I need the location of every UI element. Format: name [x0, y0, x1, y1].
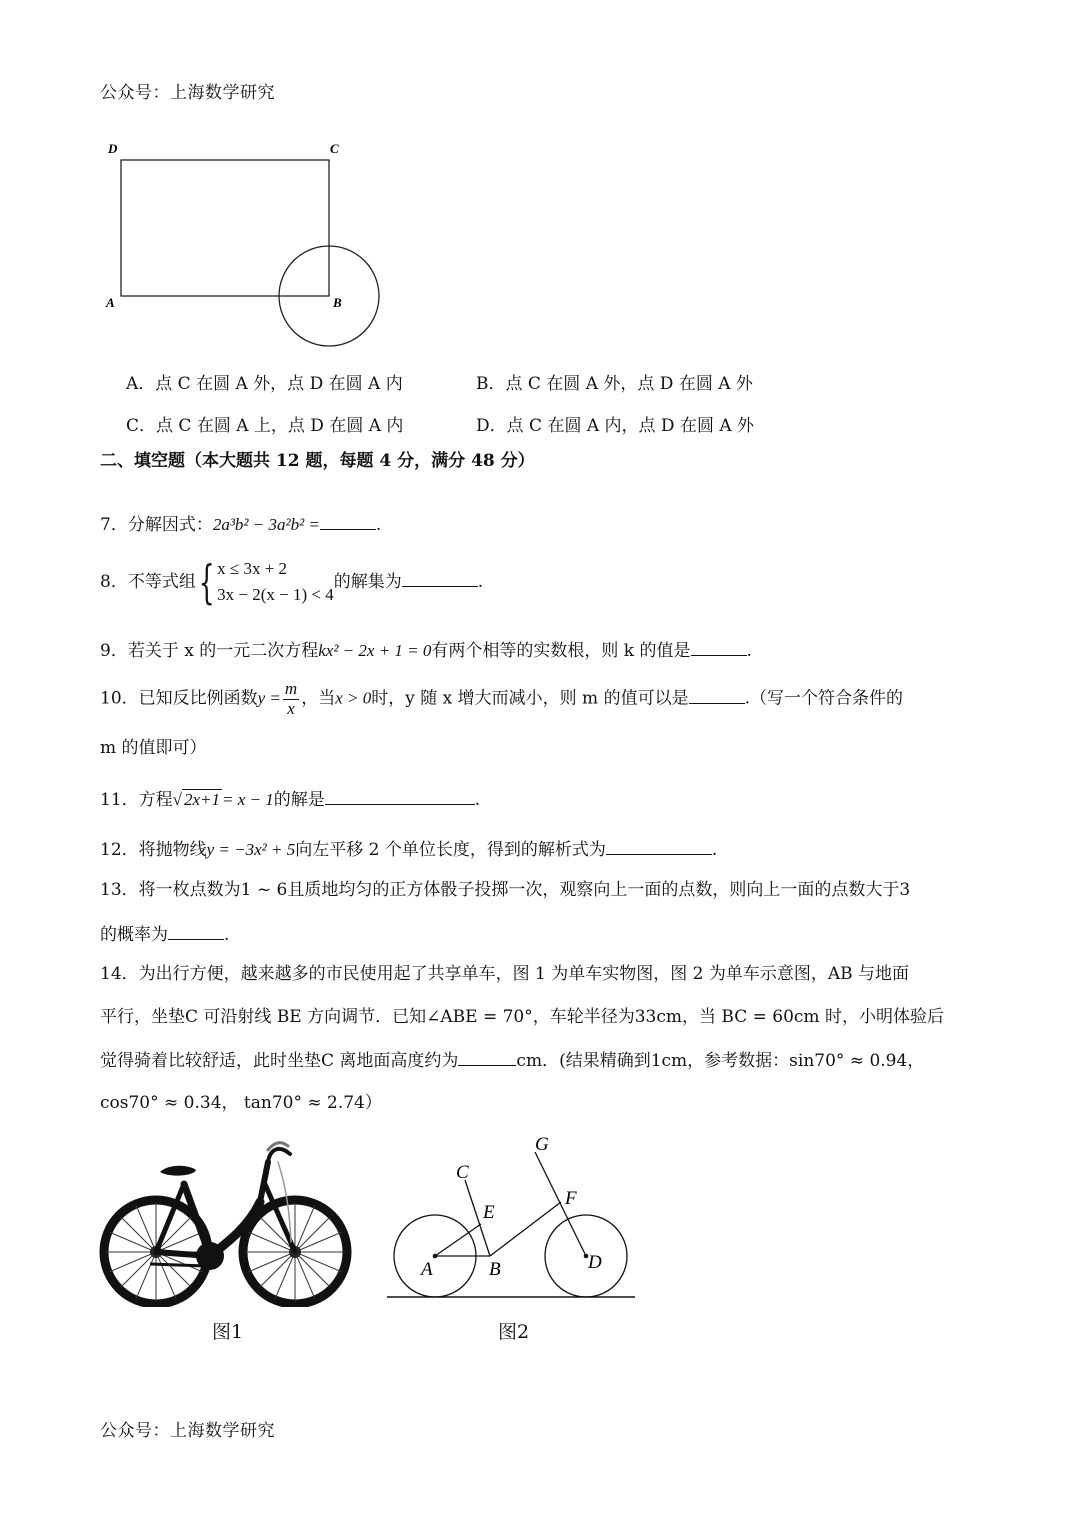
label-f: F [565, 1188, 577, 1209]
label-a: A [106, 295, 115, 310]
label-d: D [108, 141, 118, 156]
question-9 [100, 641, 752, 660]
period: . [477, 571, 484, 592]
question-number: 13． [100, 880, 139, 900]
question-text: 将抛物线 [138, 840, 207, 860]
label-c: C [456, 1162, 469, 1183]
question-text: 将一枚点数为1 ~ 6且质地均匀的正方体骰子投掷一次，观察向上一面的点数，则向上一面的点数大于3 [138, 880, 911, 900]
label-b: B [489, 1259, 501, 1280]
bicycle-frame [156, 1143, 295, 1256]
question-7 [100, 515, 381, 534]
math-expression: kx² − 2x + 1 = 0 [318, 641, 432, 660]
chain [150, 1264, 206, 1266]
question-text: 觉得骑着比较舒适，此时坐垫C 离地面高度约为 [100, 1051, 459, 1071]
rectangle-circle-figure [100, 135, 400, 350]
option-c: C．点 C 在圆 A 上，点 D 在圆 A 内 [126, 416, 404, 436]
figure-1-caption: 图1 [212, 1321, 244, 1343]
question-text: 方程 [138, 790, 173, 810]
fraction-denominator: x [287, 698, 295, 718]
answer-blank [168, 925, 224, 940]
math-expression: x > 0 [335, 688, 372, 708]
radicand: 2x+1 [183, 790, 221, 809]
question-11 [100, 790, 480, 809]
page-footer: 公众号：上海数学研究 [100, 1421, 275, 1441]
question-10-line-2: m 的值即可） [100, 738, 207, 758]
question-12 [100, 840, 717, 859]
period: . [224, 925, 230, 945]
question-number: 9． [100, 641, 128, 661]
option-b: B．点 C 在圆 A 外，点 D 在圆 A 外 [476, 374, 753, 394]
period: . [375, 515, 382, 535]
question-text: 向左平移 2 个单位长度，得到的解析式为 [295, 840, 606, 860]
segment-bf [490, 1202, 561, 1256]
question-text: ，当 [301, 688, 336, 709]
answer-blank [325, 790, 475, 805]
bicycle-diagram-figure [385, 1130, 637, 1302]
question-number: 12． [100, 840, 139, 860]
section-title: 二、填空题（本大题共 12 题，每题 4 分，满分 48 分） [100, 451, 535, 471]
point-a [433, 1254, 438, 1259]
question-text: 的解集为 [333, 571, 402, 592]
label-d: D [588, 1252, 602, 1273]
segment-ae [435, 1224, 481, 1256]
math-expression: 2a³b² − 3a²b² = [212, 515, 320, 534]
answer-blank [320, 515, 376, 530]
question-text: 的概率为 [100, 925, 168, 945]
page-header: 公众号：上海数学研究 [100, 83, 275, 103]
inequality-1: x ≤ 3x + 2 [217, 559, 288, 578]
question-14-line-4: cos70° ≈ 0.34， tan70° ≈ 2.74） [100, 1093, 382, 1113]
question-text: 若关于 x 的一元二次方程 [127, 641, 319, 661]
label-c: C [330, 141, 339, 156]
question-14-line-2: 平行，坐垫C 可沿射线 BE 方向调节．已知∠ABE = 70°，车轮半径为33cm，当 BC = 60cm 时，小明体验后 [100, 1007, 944, 1027]
inequality-system [217, 556, 334, 609]
question-number: 8． [100, 571, 128, 592]
question-text: cm．(结果精确到1cm，参考数据：sin70° ≈ 0.94， [516, 1051, 925, 1071]
label-a: A [421, 1259, 433, 1280]
question-10 [100, 680, 903, 718]
left-brace: { [198, 555, 215, 610]
question-number: 11． [100, 790, 139, 810]
question-text: 不等式组 [127, 571, 196, 592]
question-text: 有两个相等的实数根，则 k 的值是 [431, 641, 691, 661]
answer-blank [458, 1051, 516, 1066]
option-d: D．点 C 在圆 A 内，点 D 在圆 A 外 [476, 416, 755, 436]
segment-gd [535, 1152, 586, 1256]
label-e: E [483, 1202, 495, 1223]
saddle [160, 1166, 196, 1176]
label-b: B [333, 295, 342, 310]
question-text: .（写一个符合条件的 [744, 688, 903, 709]
period: . [474, 790, 481, 810]
question-number: 7． [100, 515, 128, 535]
period: . [711, 840, 718, 860]
question-text: 时，y 随 x 增大而减小，则 m 的值可以是 [371, 688, 689, 709]
question-8 [100, 556, 483, 609]
question-13-line-2 [100, 925, 229, 944]
math-expression: y = [257, 688, 281, 708]
option-a: A．点 C 在圆 A 外，点 D 在圆 A 内 [126, 374, 403, 394]
bicycle-photo-figure [98, 1132, 353, 1307]
label-g: G [535, 1134, 549, 1155]
math-expression: = x − 1 [222, 790, 274, 809]
fraction [283, 680, 299, 718]
question-number: 10． [100, 688, 139, 709]
fraction-numerator: m [284, 679, 298, 698]
question-14-line-1: 14．为出行方便，越来越多的市民使用起了共享单车，图 1 为单车实物图，图 2 为单车示意图，AB 与地面 [100, 964, 910, 984]
answer-blank [691, 641, 747, 656]
question-text: 的解是 [273, 790, 325, 810]
answer-blank [689, 689, 745, 704]
figure-2-caption: 图2 [498, 1321, 530, 1343]
answer-blank [402, 572, 478, 587]
inequality-2: 3x − 2(x − 1) < 4 [217, 585, 334, 605]
sqrt-symbol: √ [172, 790, 182, 809]
period: . [746, 641, 752, 661]
math-expression: y = −3x² + 5 [206, 840, 296, 859]
question-14-line-3 [100, 1051, 924, 1070]
answer-blank [606, 840, 712, 855]
question-text: 已知反比例函数 [138, 688, 258, 709]
question-13 [100, 882, 910, 899]
question-text: 分解因式： [127, 515, 213, 535]
